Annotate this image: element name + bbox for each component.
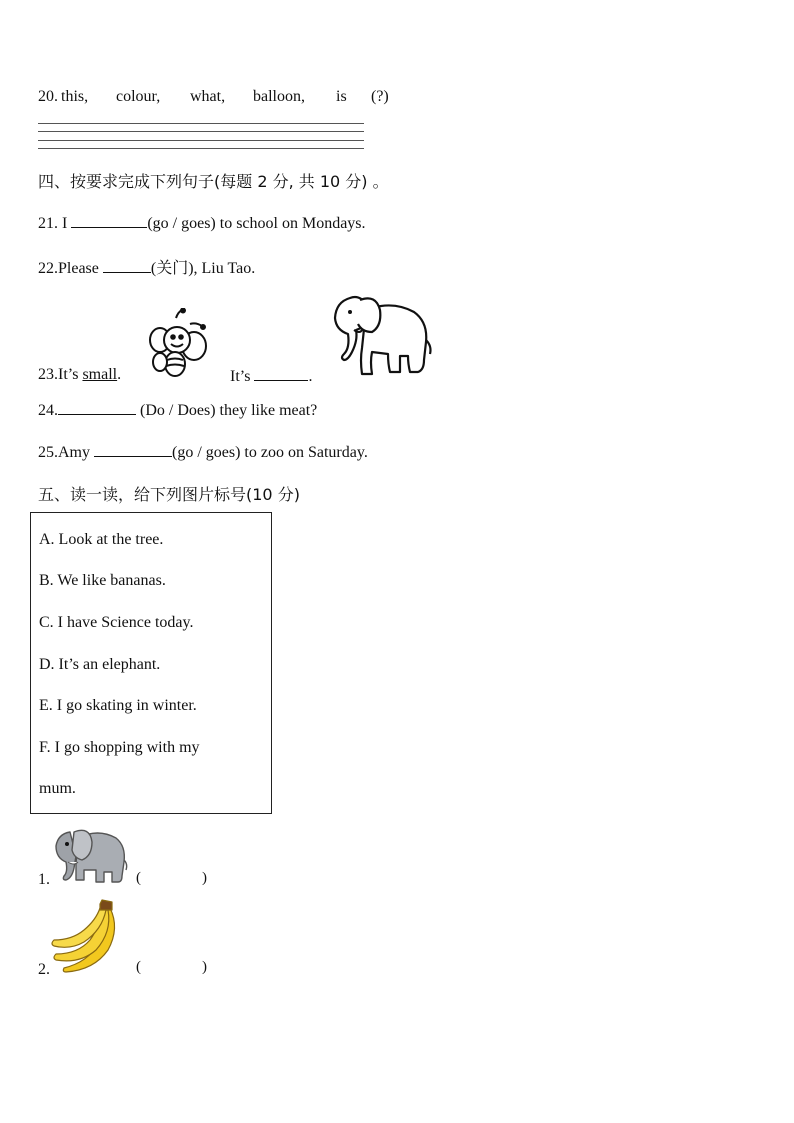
q23-part2-before: It’s	[230, 368, 251, 385]
answer-line-2	[38, 131, 364, 132]
q20-word-3: what,	[190, 88, 226, 105]
elephant-icon	[52, 824, 128, 888]
option-d: D. It’s an elephant.	[39, 656, 161, 673]
q21-after: (go / goes) to school on Mondays.	[147, 215, 366, 232]
item2-answer-slot[interactable]	[146, 959, 200, 977]
q20-line	[38, 88, 58, 106]
answer-line-1	[38, 123, 364, 124]
q20-number: 20.	[38, 88, 58, 105]
q22-after: (关门), Liu Tao.	[150, 260, 256, 277]
elephant-outline-icon	[332, 290, 434, 380]
q21-number: 21.	[38, 215, 58, 232]
q25-before: Amy	[58, 444, 90, 461]
q20-word-4: balloon,	[253, 88, 305, 105]
q23-part1-after: .	[117, 366, 122, 383]
q22-number: 22.	[38, 260, 58, 277]
item2-number: 2.	[38, 961, 50, 978]
item1-paren-close: )	[202, 870, 207, 886]
q24-after: (Do / Does) they like meat?	[140, 402, 318, 419]
q23-part1-word: small	[82, 366, 118, 383]
q21-blank[interactable]	[71, 213, 147, 228]
q20-word-6: (?)	[371, 88, 389, 105]
section5-heading: 五、读一读，给下列图片标号(10 分)	[38, 485, 300, 504]
q24-line	[38, 400, 317, 420]
option-b: B. We like bananas.	[39, 572, 166, 589]
q21-line	[38, 213, 366, 233]
q22-line	[38, 255, 255, 278]
option-c: C. I have Science today.	[39, 614, 194, 631]
section4-heading: 四、按要求完成下列句子(每题 2 分, 共 10 分) 。	[38, 172, 389, 191]
q22-blank[interactable]	[103, 258, 151, 273]
q22-before: Please	[58, 260, 99, 277]
item2-paren-open: (	[136, 959, 141, 975]
q23-part1-before: It’s	[58, 366, 79, 383]
item1-answer-slot[interactable]	[146, 870, 200, 888]
q25-line	[38, 442, 368, 462]
q24-blank[interactable]	[58, 400, 136, 415]
q24-number: 24.	[38, 402, 58, 419]
item2-paren-close: )	[202, 959, 207, 975]
option-f: F. I go shopping with my	[39, 739, 200, 756]
q25-blank[interactable]	[94, 442, 172, 457]
item1-paren-open: (	[136, 870, 141, 886]
q20-word-2: colour,	[116, 88, 161, 105]
q25-number: 25.	[38, 444, 58, 461]
answer-line-4	[38, 148, 364, 149]
options-box	[30, 512, 272, 814]
item1-number: 1.	[38, 871, 50, 888]
option-e: E. I go skating in winter.	[39, 697, 197, 714]
q23-number: 23.	[38, 366, 58, 383]
q23-line	[38, 366, 121, 384]
q21-before: I	[62, 215, 68, 232]
q20-word-1: this,	[61, 88, 89, 105]
q23-part2	[230, 366, 312, 386]
banana-icon	[50, 898, 130, 978]
q23-blank[interactable]	[254, 366, 308, 381]
q23-part2-after: .	[308, 368, 313, 385]
bee-icon	[146, 308, 208, 380]
option-a: A. Look at the tree.	[39, 531, 164, 548]
q25-after: (go / goes) to zoo on Saturday.	[172, 444, 368, 461]
option-f-cont: mum.	[39, 780, 76, 797]
answer-line-3	[38, 140, 364, 141]
q20-word-5: is	[336, 88, 347, 105]
